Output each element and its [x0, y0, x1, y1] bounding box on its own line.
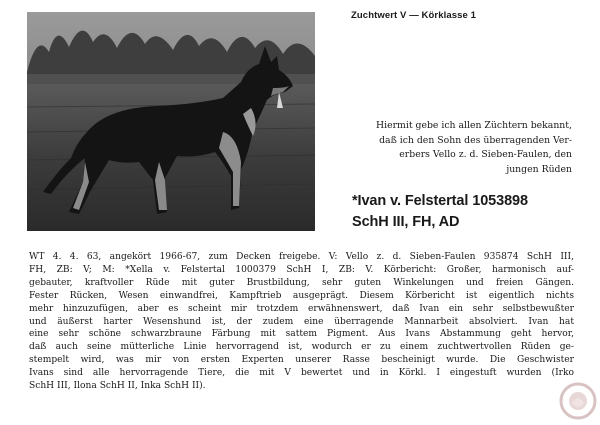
report-line: Fester Rücken, Wesen einwandfrei, Kampftrieb ausgeprägt. Diesem Körbericht ist eigentlich nichts: [29, 290, 574, 301]
dog-titles-line: SchH III, FH, AD: [352, 214, 460, 230]
report-line: und äußerst harter Wesenshund ist, der zudem eine überragende Mannarbeit absolviert. Ivan hat: [29, 316, 574, 327]
report-line: daß auch seine mütterliche Linie hervorragend ist, wodurch er zu einem zuchtwertvollen Rüden ge-: [29, 342, 574, 353]
breeding-class-heading: Zuchtwert V — Körklasse 1: [351, 10, 476, 21]
pedigree-report-paragraph: [29, 251, 574, 393]
report-line: WT 4. 4. 63, angekört 1966-67, zum Decken freigebe. V: Vello z. d. Sieben-Faulen 935874 SchH III,: [29, 252, 574, 262]
report-line: SchH III, Ilona SchH II, Inka SchH II).: [29, 381, 206, 392]
dog-name-title: [352, 191, 574, 233]
announcement-line: Hiermit gebe ich allen Züchtern bekannt,: [376, 120, 572, 131]
dog-photo: [27, 12, 315, 231]
report-line: mehr hinzuzufügen, aber es scheint mir trotzdem erwähnenswert, daß Ivan ein sehr selbstbewußter: [29, 303, 574, 314]
report-line: stempelt wird, was mir von ersten Experten unserer Rasse bescheinigt wurde. Die Geschwister: [29, 355, 574, 366]
announcement-line: jungen Rüden: [506, 163, 572, 175]
seal-icon: [558, 381, 598, 421]
report-line: Ivans sind alle hervorragende Tiere, die mit V bewertet und in Körkl. I eingestuft wurden (Irko: [29, 368, 574, 379]
announcement-line: daß ich den Sohn des überragenden Ver-: [379, 134, 572, 146]
announcement-paragraph: [350, 119, 572, 177]
german-shepherd-image: [27, 12, 315, 231]
dog-name-line: *Ivan v. Felstertal 1053898: [352, 193, 528, 209]
report-line: gebauter, kraftvoller Rüde mit guter Brustbildung, sehr guten Winkelungen und freien Gängen.: [29, 277, 574, 288]
announcement-line: erbers Vello z. d. Sieben-Faulen, den: [399, 149, 572, 161]
report-line: eine sehr schöne schwarzbraune Färbung mit sattem Pigment. Aus Ivans Abstammung geht hervor,: [29, 329, 574, 340]
report-line: FH, ZB: V; M: *Xella v. Felstertal 1000379 SchH I, ZB: V. Körbericht: Großer, harmonisch auf-: [29, 264, 574, 275]
